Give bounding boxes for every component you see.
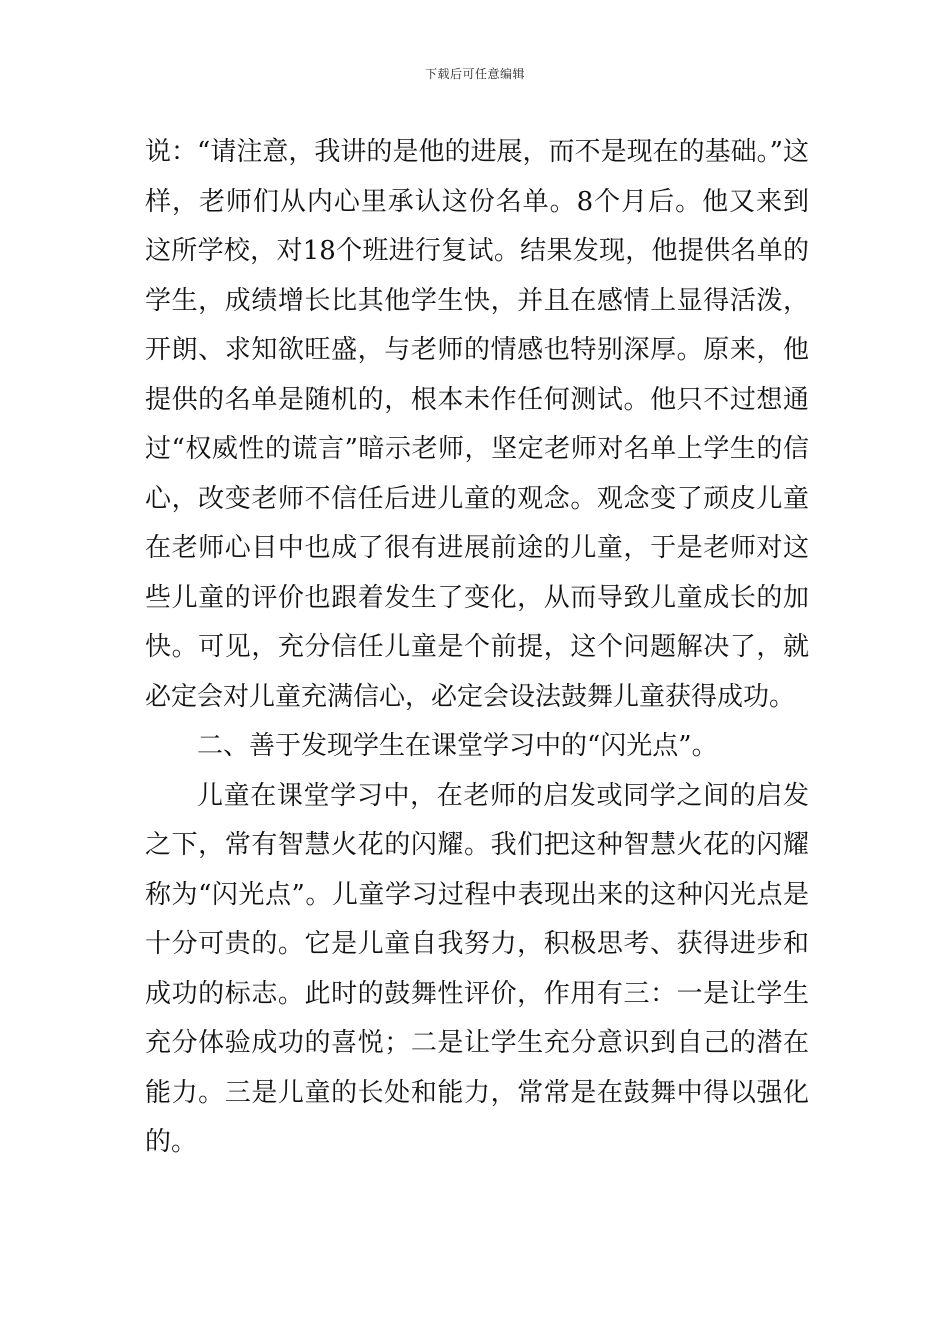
paragraph-body: 儿童在课堂学习中，在老师的启发或同学之间的启发之下，常有智慧火花的闪耀。我们把这种智慧火花的闪耀称为“闪光点”。儿童学习过程中表现出来的这种闪光点是十分可贵的。它是儿童自我努力，积极思考、获得进步和成功的标志。此时的鼓舞性评价，作用有三：一是让学生充分体验成功的喜悦；二是让学生充分意识到自己的潜在能力。三是儿童的长处和能力，常常是在鼓舞中得以强化的。 — [145, 780, 809, 1157]
page-header-note: 下载后可任意编辑 — [424, 67, 525, 81]
paragraph-continuation: 说：“请注意，我讲的是他的进展，而不是现在的基础。”这样，老师们从内心里承认这份名单。8个月后。他又来到这所学校，对18个班进行复试。结果发现，他提供名单的学生，成绩增长比其他学生快，并且在感情上显得活泼，开朗、求知欲旺盛，与老师的情感也特别深厚。原来，他提供的名单是随机的，根本未作任何测试。他只不过想通过“权威性的谎言”暗示老师，坚定老师对名单上学生的信心，改变老师不信任后进儿童的观念。观念变了顽皮儿童在老师心目中也成了很有进展前途的儿童，于是老师对这些儿童的评价也跟着发生了变化，从而导致儿童成长的加快。可见，充分信任儿童是个前提，这个问题解决了，就必定会对儿童充满信心，必定会设法鼓舞儿童获得成功。 — [145, 137, 809, 712]
section-heading: 二、善于发现学生在课堂学习中的“闪光点”。 — [197, 731, 718, 761]
document-body — [145, 128, 809, 1168]
